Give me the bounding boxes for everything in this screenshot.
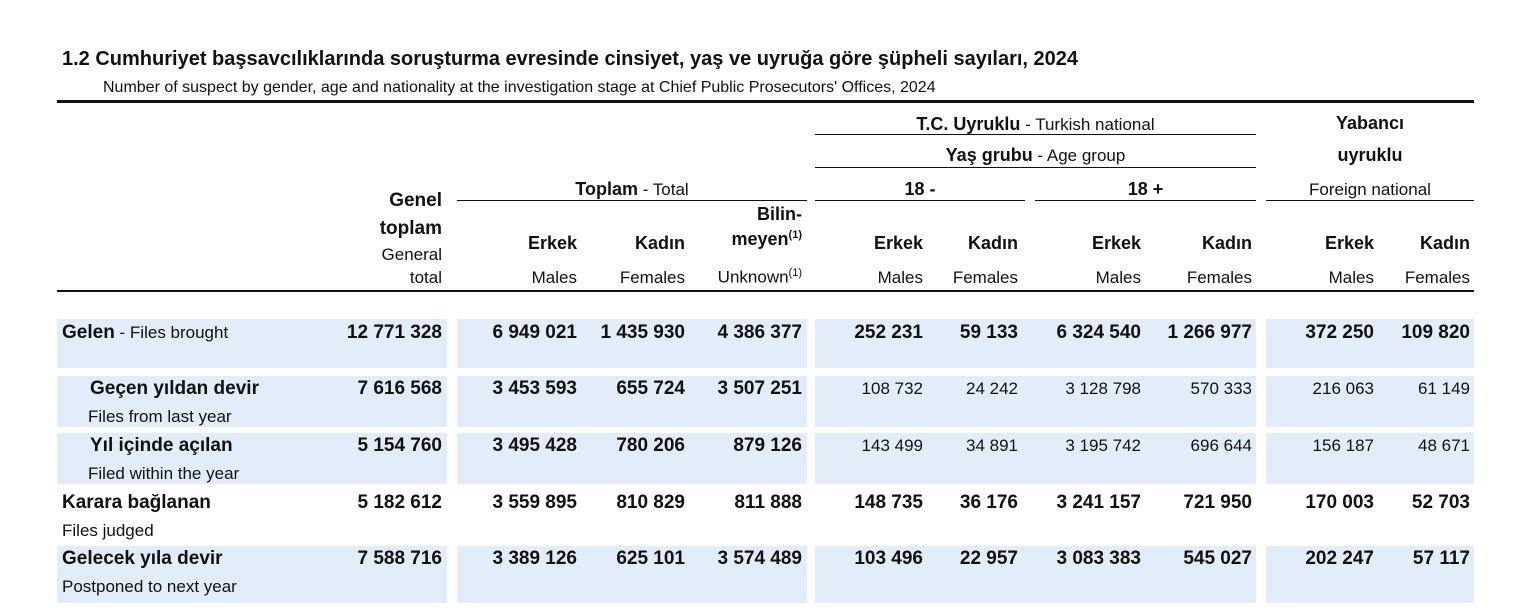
row-label-tr: Karara bağlanan <box>62 492 211 513</box>
table-cell: 3 574 489 <box>717 548 802 569</box>
col-o18-males-en: Males <box>1095 268 1141 287</box>
row-label-tr: Geçen yıldan devir <box>90 378 259 399</box>
table-cell: 12 771 328 <box>346 322 442 343</box>
general-total-tr2: toplam <box>379 218 442 239</box>
table-cell: 372 250 <box>1305 322 1374 343</box>
table-cell: 3 128 798 <box>1065 379 1141 398</box>
table-cell: 216 063 <box>1312 379 1374 398</box>
table-cell: 811 888 <box>734 492 802 513</box>
row-label-en: Filed within the year <box>88 464 240 483</box>
table-cell: 52 703 <box>1411 492 1470 513</box>
table-cell: 34 891 <box>966 436 1018 455</box>
unknown-tr2: meyen$^{(1)}$ <box>731 229 802 249</box>
table-cell: 22 957 <box>959 548 1018 569</box>
tc-national-header: T.C. Uyruklu - Turkish national <box>916 114 1155 134</box>
table-cell: 109 820 <box>1401 322 1470 343</box>
table-cell: 780 206 <box>616 435 685 456</box>
over18-header: 18 + <box>1127 179 1164 199</box>
top-rule <box>57 100 1474 103</box>
col-o18-females-tr: Kadın <box>1201 233 1252 253</box>
col-o18-females-en: Females <box>1186 268 1252 287</box>
table-cell: 1 266 977 <box>1167 322 1252 343</box>
table-cell: 3 495 428 <box>492 435 577 456</box>
header-bottom-rule <box>57 290 1474 292</box>
table-cell: 143 499 <box>861 436 923 455</box>
unknown-en: Unknown$^{(1)}$ <box>717 267 802 287</box>
general-total-tr1: Genel <box>389 190 442 211</box>
under18-rule <box>815 200 1025 201</box>
table-cell: 6 949 021 <box>492 322 577 343</box>
col-total-males-en: Males <box>531 268 577 287</box>
col-total-females-en: Females <box>619 268 685 287</box>
over18-rule <box>1035 200 1256 201</box>
table-cell: 108 732 <box>861 379 923 398</box>
table-cell: 3 507 251 <box>717 378 802 399</box>
general-total-en2: total <box>409 268 442 287</box>
age-group-header: Yaş grubu - Age group <box>945 145 1126 165</box>
table-cell: 6 324 540 <box>1056 322 1141 343</box>
age-group-rule <box>815 167 1256 168</box>
table-cell: 545 027 <box>1183 548 1252 569</box>
table-cell: 7 616 568 <box>357 378 442 399</box>
table-subtitle: Number of suspect by gender, age and nationality at the investigation stage at Chief Public Prosecutors' Offices, 2024 <box>103 79 936 96</box>
table-cell: 48 671 <box>1418 436 1470 455</box>
foreign-header-en: Foreign national <box>1309 180 1431 199</box>
row-label-en: Postponed to next year <box>62 577 237 596</box>
col-u18-females-tr: Kadın <box>967 233 1018 253</box>
row-label-en: Files from last year <box>88 407 232 426</box>
table-cell: 3 195 742 <box>1065 436 1141 455</box>
table-cell: 721 950 <box>1183 492 1252 513</box>
table-cell: 810 829 <box>616 492 685 513</box>
col-total-females-tr: Kadın <box>634 233 685 253</box>
table-cell: 7 588 716 <box>357 548 442 569</box>
col-u18-females-en: Females <box>952 268 1018 287</box>
col-foreign-males-tr: Erkek <box>1324 233 1374 253</box>
table-cell: 103 496 <box>854 548 923 569</box>
table-cell: 625 101 <box>616 548 685 569</box>
table-cell: 4 386 377 <box>717 322 802 343</box>
table-cell: 5 154 760 <box>357 435 442 456</box>
table-cell: 61 149 <box>1418 379 1470 398</box>
table-cell: 36 176 <box>959 492 1018 513</box>
under18-header: 18 - <box>904 179 936 199</box>
table-cell: 879 126 <box>733 435 802 456</box>
col-foreign-males-en: Males <box>1328 268 1374 287</box>
row-label-tr: Gelen <box>62 322 115 343</box>
table-cell: 252 231 <box>854 322 923 343</box>
table-cell: 3 559 895 <box>492 492 577 513</box>
unknown-tr1: Bilin- <box>757 204 802 224</box>
row-label-en: Files judged <box>62 521 154 540</box>
table-cell: 148 735 <box>854 492 923 513</box>
col-total-males-tr: Erkek <box>527 233 577 253</box>
table-cell: 696 644 <box>1190 436 1252 455</box>
foreign-rule <box>1266 200 1474 201</box>
table-cell: 3 241 157 <box>1056 492 1141 513</box>
table-cell: 655 724 <box>616 378 685 399</box>
foreign-header-tr1: Yabancı <box>1335 113 1405 133</box>
table-cell: 57 117 <box>1412 548 1470 569</box>
row-label-en: - Files brought <box>114 323 229 342</box>
row-label-tr: Gelecek yıla devir <box>62 548 223 569</box>
col-foreign-females-en: Females <box>1404 268 1470 287</box>
foreign-header-tr2: uyruklu <box>1337 145 1403 165</box>
table-cell: 3 389 126 <box>492 548 577 569</box>
table-cell: 3 453 593 <box>492 378 577 399</box>
table-cell: 3 083 383 <box>1056 548 1141 569</box>
table-cell: 156 187 <box>1312 436 1374 455</box>
table-cell: 1 435 930 <box>600 322 685 343</box>
row-label <box>62 322 228 344</box>
table-cell: 202 247 <box>1305 548 1374 569</box>
col-o18-males-tr: Erkek <box>1091 233 1141 253</box>
table-cell: 24 242 <box>966 379 1018 398</box>
total-header: Toplam - Total <box>575 179 689 199</box>
table-cell: 170 003 <box>1305 492 1374 513</box>
general-total-en1: General <box>381 245 442 264</box>
col-u18-males-tr: Erkek <box>873 233 923 253</box>
col-foreign-females-tr: Kadın <box>1419 233 1470 253</box>
total-group-rule <box>457 200 807 201</box>
table-cell: 570 333 <box>1190 379 1252 398</box>
table-title: 1.2 Cumhuriyet başsavcılıklarında soruşturma evresinde cinsiyet, yaş ve uyruğa göre şüpheli sayıları, 2024 <box>62 48 1079 70</box>
table-cell: 59 133 <box>959 322 1018 343</box>
table-cell: 5 182 612 <box>357 492 442 513</box>
col-u18-males-en: Males <box>877 268 923 287</box>
row-label-tr: Yıl içinde açılan <box>90 435 233 456</box>
